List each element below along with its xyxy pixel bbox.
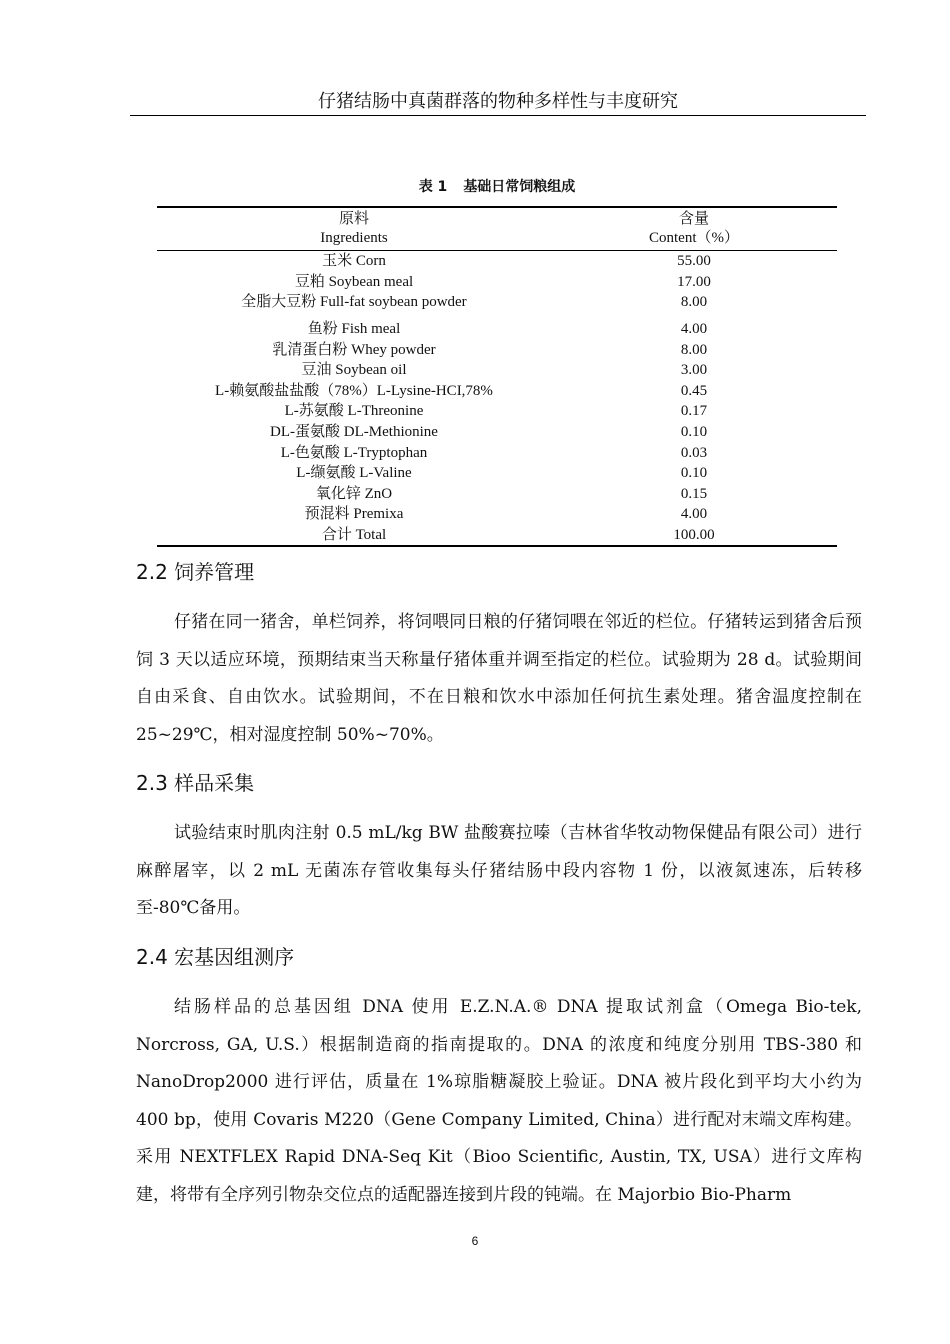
header-content-en: Content（%）	[649, 230, 739, 246]
ingredient-cell: 全脂大豆粉 Full-fat soybean powder	[241, 294, 467, 311]
ingredient-cell: L-苏氨酸 L-Threonine	[284, 403, 424, 420]
header-ingredients	[157, 207, 551, 251]
header-content	[551, 207, 837, 251]
section-paragraph-metagenome-sequencing: 结肠样品的总基因组 DNA 使用 E.Z.N.A.® DNA 提取试剂盒（Omega Bio-tek, Norcross, GA, U.S.）根据制造商的指南提取的。DNA 的浓度和纯度分别用 TBS-380 和 NanoDrop2000 进行评估，质量在 1%琼脂糖凝胶上验证。DNA 被片段化到平均大小约为 400 bp，使用 Covaris M220（Gene Company Limited, China）进行配对末端文库构建。采用 NEXTFLEX Rapid DNA-Seq Kit（Bioo Scientific, Austin, TX, USA）进行文库构建，将带有全序列引物杂交位点的适配器连接到片段的钝端。在 Majorbio Bio-Pharm	[136, 997, 862, 1205]
content-cell: 17.00	[677, 273, 711, 290]
content-cell: 100.00	[673, 527, 715, 544]
ingredient-cell: 豆粕 Soybean meal	[294, 273, 414, 290]
content-cell: 3.00	[680, 362, 708, 379]
content-cell: 55.00	[677, 253, 711, 270]
content-cell: 0.17	[680, 403, 708, 420]
ingredient-cell: L-缬氨酸 L-Valine	[296, 465, 412, 482]
content-cell: 4.00	[680, 506, 708, 523]
page-number: 6	[471, 1234, 479, 1248]
ingredient-cell: DL-蛋氨酸 DL-Methionine	[270, 424, 438, 441]
table-row	[157, 292, 837, 313]
section-heading-sample-collection: 2.3 样品采集	[136, 771, 255, 795]
running-header-title: 仔猪结肠中真菌群落的物种多样性与丰度研究	[318, 91, 678, 112]
section-paragraph-sample-collection: 试验结束时肌肉注射 0.5 mL/kg BW 盐酸赛拉嗪（吉林省华牧动物保健品有限公司）进行麻醉屠宰，以 2 mL 无菌冻存管收集每头仔猪结肠中段内容物 1 份，以液氮速冻，后转移至-80℃备用。	[136, 823, 862, 918]
table-caption	[157, 176, 837, 196]
section-paragraph-feeding-management: 仔猪在同一猪舍，单栏饲养，将饲喂同日粮的仔猪饲喂在邻近的栏位。仔猪转运到猪舍后预饲 3 天以适应环境，预期结束当天称量仔猪体重并调至指定的栏位。试验期为 28 d。试验期间自由采食、自由饮水。试验期间，不在日粮和饮水中添加任何抗生素处理。猪舍温度控制在 25~29℃，相对湿度控制 50%~70%。	[136, 612, 862, 745]
content-cell: 8.00	[680, 294, 708, 311]
table-caption-title: 基础日常饲粮组成	[463, 179, 576, 195]
header-content-cn: 含量	[678, 211, 709, 227]
header-ingredients-en: Ingredients	[320, 230, 388, 246]
table-row	[157, 339, 837, 360]
table-row	[157, 313, 837, 340]
ingredient-cell: 氧化锌 ZnO	[315, 485, 393, 502]
ingredient-cell: 预混料 Premixa	[304, 506, 404, 523]
table-row	[157, 504, 837, 525]
content-cell: 0.03	[680, 444, 708, 461]
table-row	[157, 272, 837, 293]
table-caption-number: 表 1	[418, 179, 448, 195]
table-row	[157, 463, 837, 484]
ingredient-cell: 合计 Total	[321, 527, 387, 544]
table-row	[157, 442, 837, 463]
table-header-row	[157, 207, 837, 251]
ingredient-cell: 鱼粉 Fish meal	[307, 321, 401, 338]
ingredient-cell: L-色氨酸 L-Tryptophan	[280, 444, 428, 461]
section-heading-feeding-management: 2.2 饲养管理	[136, 560, 255, 584]
content-cell: 0.15	[680, 485, 708, 502]
header-ingredients-cn: 原料	[338, 211, 369, 227]
content-cell: 8.00	[680, 341, 708, 358]
table-row	[157, 422, 837, 443]
ingredient-cell: 豆油 Soybean oil	[301, 362, 407, 379]
ingredients-table	[157, 206, 837, 547]
table-row	[157, 484, 837, 505]
content-cell: 0.45	[680, 382, 708, 399]
content-cell: 4.00	[680, 321, 708, 338]
section-heading-metagenome-sequencing: 2.4 宏基因组测序	[136, 945, 295, 969]
table-row	[157, 251, 837, 272]
ingredient-cell: 乳清蛋白粉 Whey powder	[272, 341, 436, 358]
table-row	[157, 381, 837, 402]
table-row	[157, 360, 837, 381]
table-total-row	[157, 525, 837, 547]
content-cell: 0.10	[680, 424, 708, 441]
ingredient-cell: 玉米 Corn	[322, 253, 386, 270]
content-cell: 0.10	[680, 465, 708, 482]
header-rule	[130, 115, 866, 116]
table-row	[157, 401, 837, 422]
ingredient-cell: L-赖氨酸盐盐酸（78%）L-Lysine-HCI,78%	[215, 382, 493, 399]
